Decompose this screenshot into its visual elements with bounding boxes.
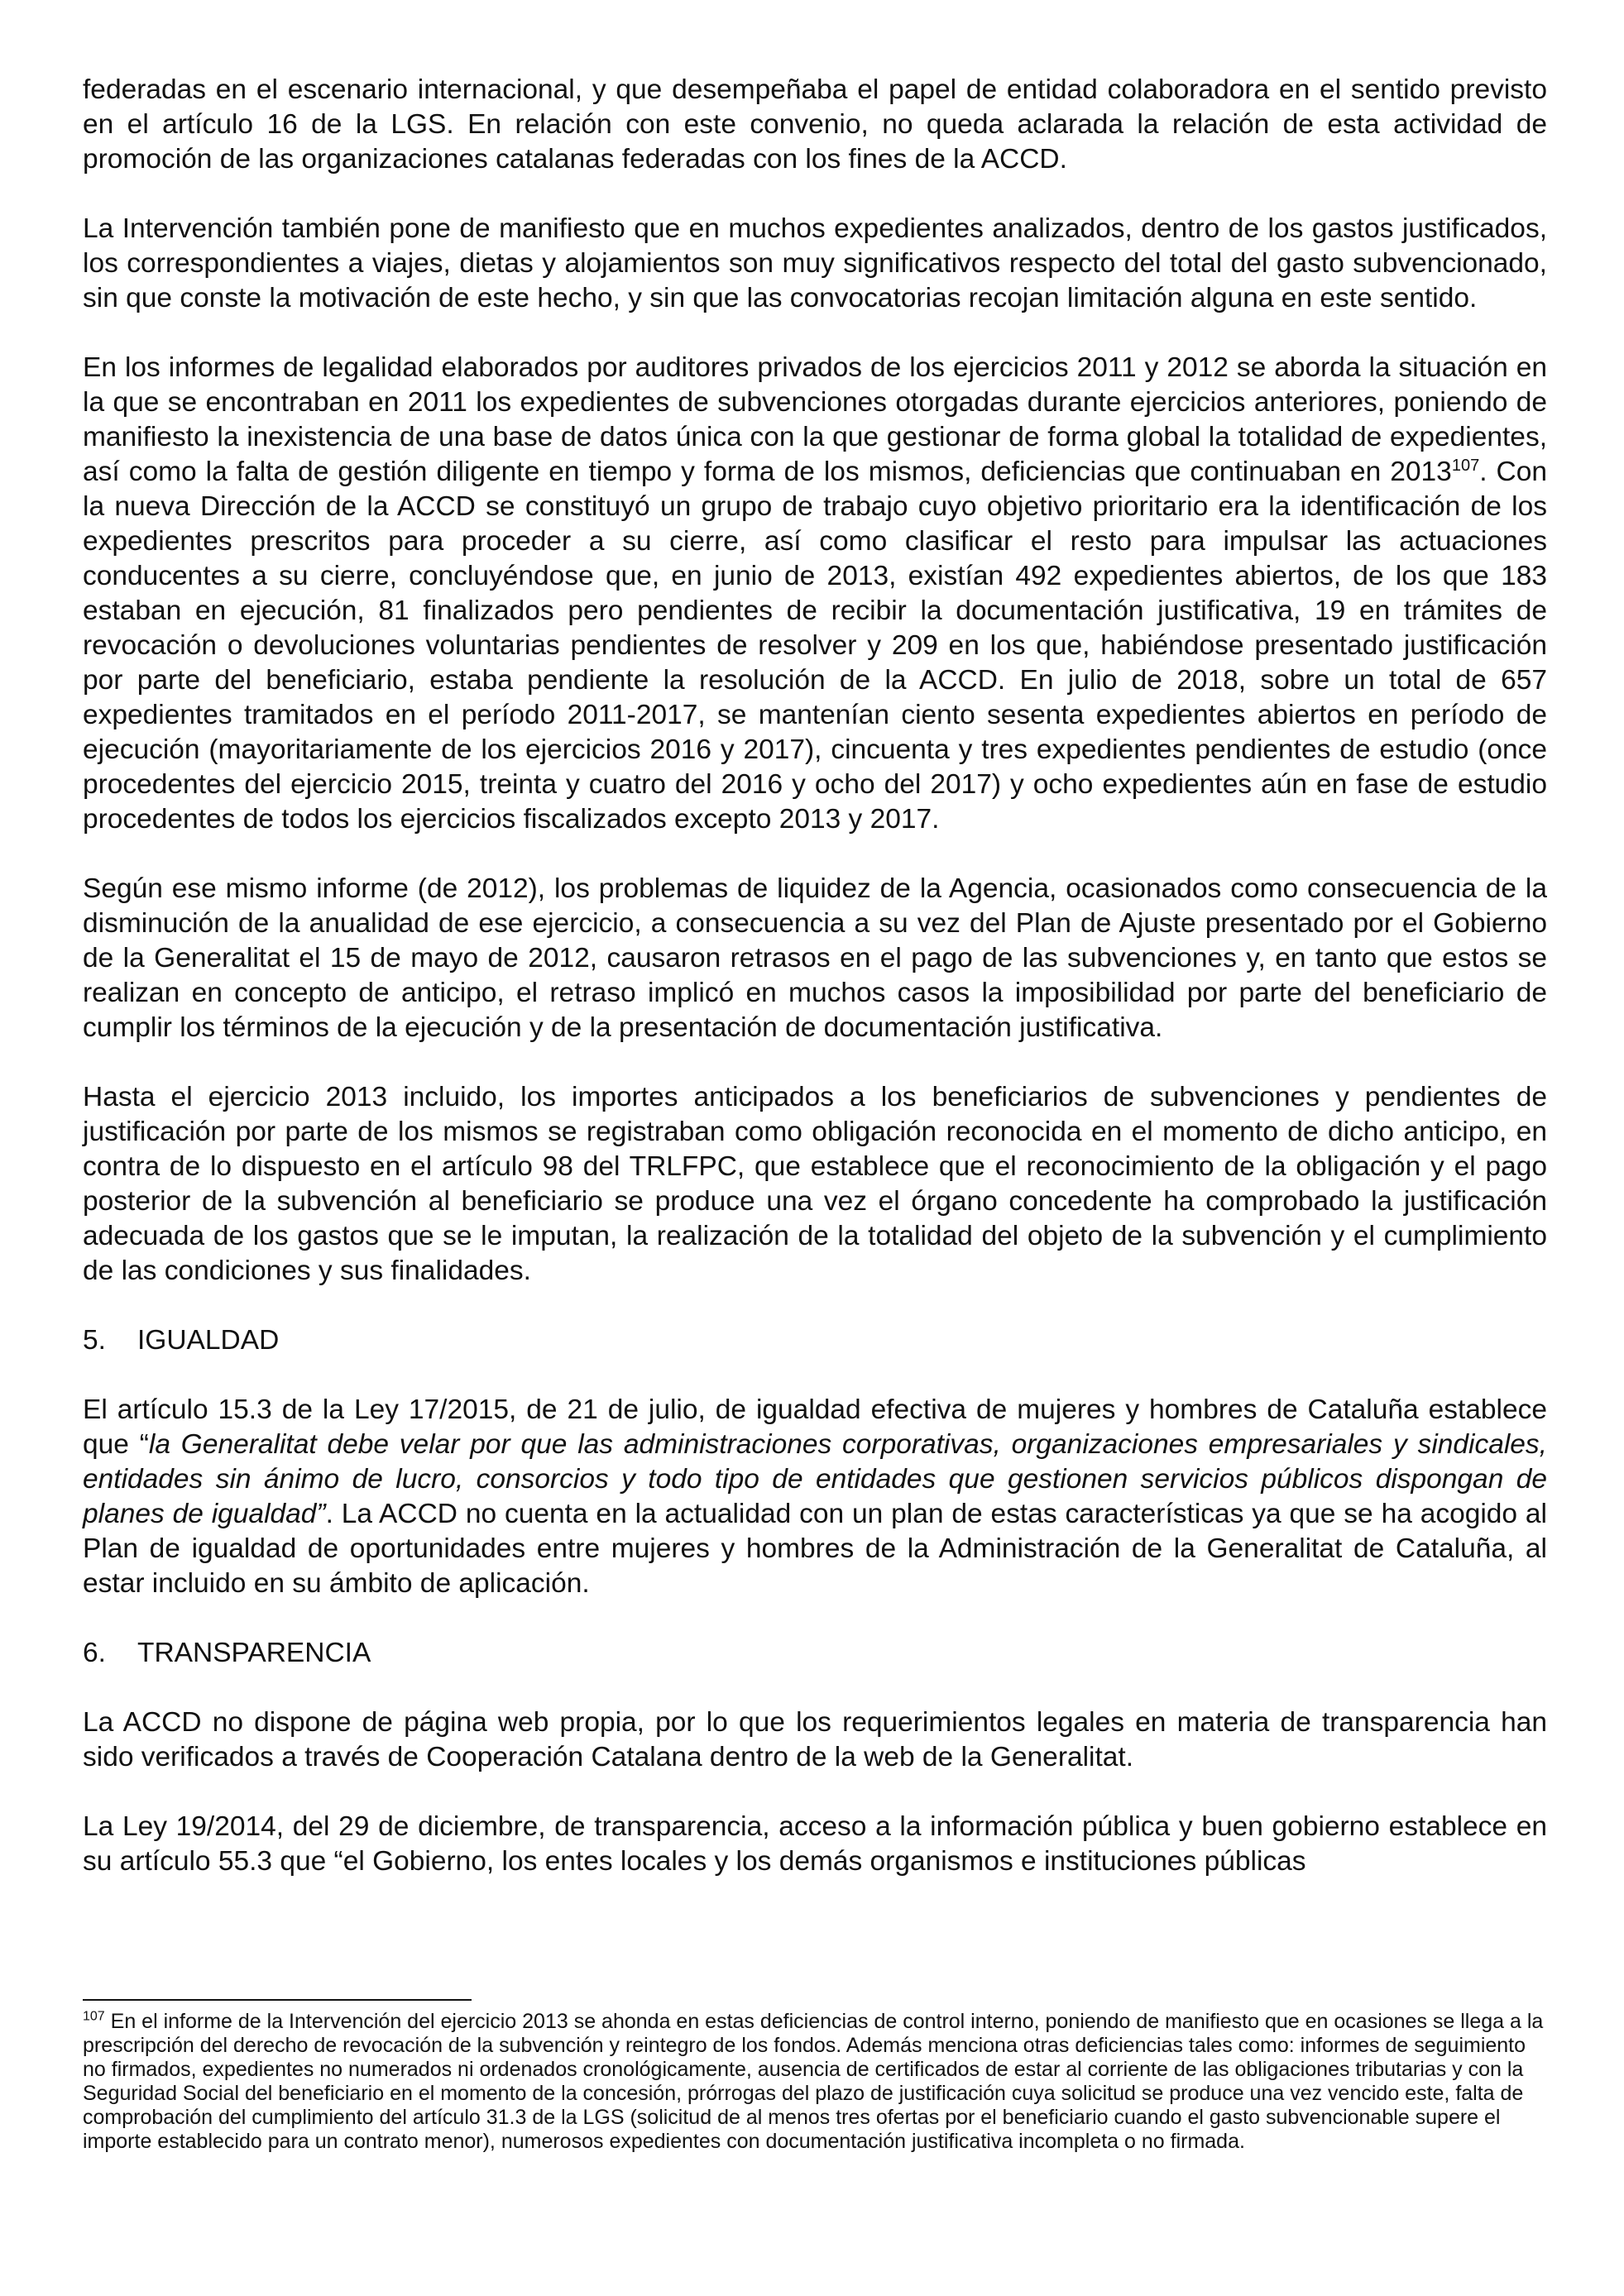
footnote-divider: [83, 1999, 472, 2001]
paragraph-3: [83, 351, 1547, 837]
paragraph-3-part-1: En los informes de legalidad elaborados por auditores privados de los ejercicios 2011 y 2012 se aborda la situación en la que se encontraban en 2011 los expedientes de subvenciones otorgadas durante ejercicios anteriores, poniendo de manifiesto la inexistencia de una base de datos única con la que gestionar de forma global la totalidad de expedientes, así como la falta de gestión diligente en tiempo y forma de los mismos, deficiencias que continuaban en 2013: [83, 352, 1547, 487]
section-5-title: IGUALDAD: [137, 1325, 280, 1356]
footnote: [83, 2010, 1547, 2154]
section-6-paragraph-1: La ACCD no dispone de página web propia, por lo que los requerimientos legales en materia de transparencia han sido verificados a través de Cooperación Catalana dentro de la web de la Generalitat.: [83, 1707, 1547, 1772]
section-5-number: 5.: [83, 1325, 106, 1356]
section-6-title: TRANSPARENCIA: [137, 1638, 371, 1668]
section-5-text-after: . La ACCD no cuenta en la actualidad con un plan de estas características ya que se ha acogido al Plan de igualdad de oportunidades entre mujeres y hombres de la Administración de la Generalitat de Cataluña, al estar incluido en su ámbito de aplicación.: [83, 1499, 1548, 1599]
section-5-text-before: El artículo 15.3 de la Ley 17/2015, de 21 de julio, de igualdad efectiva de mujeres y hombres de Cataluña establece que “: [83, 1394, 1547, 1460]
paragraph-4: Según ese mismo informe (de 2012), los problemas de liquidez de la Agencia, ocasionados como consecuencia de la disminución de la anualidad de ese ejercicio, a consecuencia a su vez del Plan de Ajuste presentado por el Gobierno de la Generalitat el 15 de mayo de 2012, causaron retrasos en el pago de las subvenciones y, en tanto que estos se realizan en concepto de anticipo, el retraso implicó en muchos casos la imposibilidad por parte del beneficiario de cumplir los términos de la ejecución y de la presentación de documentación justificativa.: [83, 873, 1547, 1043]
section-6-paragraph-2: La Ley 19/2014, del 29 de diciembre, de transparencia, acceso a la información pública y buen gobierno establece en su artículo 55.3 que “el Gobierno, los entes locales y los demás organismos e instituciones públicas: [83, 1811, 1547, 1877]
paragraph-2: La Intervención también pone de manifiesto que en muchos expedientes analizados, dentro de los gastos justificados, los correspondientes a viajes, dietas y alojamientos son muy significativos respecto del total del gasto subvencionado, sin que conste la motivación de este hecho, y sin que las convocatorias recojan limitación alguna en este sentido.: [83, 213, 1547, 313]
footnote-text-block: [83, 2010, 1547, 2154]
footnote-text: En el informe de la Intervención del ejercicio 2013 se ahonda en estas deficiencias de control interno, poniendo de manifiesto que en ocasiones se llega a la prescripción del derecho de revocación de la subvención y reintegro de los fondos. Además menciona otras deficiencias tales como: informes de seguimiento no firmados, expedientes no numerados ni ordenados cronológicamente, ausencia de certificados de estar al corriente de las obligaciones tributarias y con la Seguridad Social del beneficiario en el momento de la concesión, prórrogas del plazo de justificación cuya solicitud se produce una vez vencido este, falta de comprobación del cumplimiento del artículo 31.3 de la LGS (solicitud de al menos tres ofertas por el beneficiario cuando el gasto subvencionable supere el importe establecido para un contrato menor), numerosos expedientes con documentación justificativa incompleta o no firmada.: [83, 2010, 1544, 2153]
footnote-reference[interactable]: 107: [1451, 456, 1480, 475]
paragraph-3-part-2: . Con la nueva Dirección de la ACCD se constituyó un grupo de trabajo cuyo objetivo prioritario era la identificación de los expedientes prescritos para proceder a su cierre, así como clasificar el resto para impulsar las actuaciones conducentes a su cierre, concluyéndose que, en junio de 2013, existían 492 expedientes abiertos, de los que 183 estaban en ejecución, 81 finalizados pero pendientes de recibir la documentación justificativa, 19 en trámites de revocación o devoluciones voluntarias pendientes de resolver y 209 en los que, habiéndose presentado justificación por parte del beneficiario, estaba pendiente la resolución de la ACCD. En julio de 2018, sobre un total de 657 expedientes tramitados en el período 2011-2017, se mantenían ciento sesenta expedientes abiertos en período de ejecución (mayoritariamente de los ejercicios 2016 y 2017), cincuenta y tres expedientes pendientes de estudio (once procedentes del ejercicio 2015, treinta y cuatro del 2016 y ocho del 2017) y ocho expedientes aún en fase de estudio procedentes de todos los ejercicios fiscalizados excepto 2013 y 2017.: [83, 457, 1547, 835]
section-6-heading: [83, 1636, 1547, 1671]
paragraph-5: Hasta el ejercicio 2013 incluido, los importes anticipados a los beneficiarios de subvenciones y pendientes de justificación por parte de los mismos se registraban como obligación reconocida en el momento de dicho anticipo, en contra de lo dispuesto en el artículo 98 del TRLFPC, que establece que el reconocimiento de la obligación y el pago posterior de la subvención al beneficiario se produce una vez el órgano concedente ha comprobado la justificación adecuada de los gastos que se le imputan, la realización de la totalidad del objeto de la subvención y el cumplimiento de las condiciones y sus finalidades.: [83, 1082, 1547, 1286]
paragraph-1: federadas en el escenario internacional, y que desempeñaba el papel de entidad colaboradora en el sentido previsto en el artículo 16 de la LGS. En relación con este convenio, no queda aclarada la relación de esta actividad de promoción de las organizaciones catalanas federadas con los fines de la ACCD.: [83, 74, 1547, 175]
footnote-number: 107: [83, 2009, 105, 2024]
section-6-number: 6.: [83, 1638, 106, 1668]
page-body: [83, 73, 1547, 1879]
section-5-heading: [83, 1323, 1547, 1358]
section-5-quote: la Generalitat debe velar por que las administraciones corporativas, organizaciones empresariales y sindicales, entidades sin ánimo de lucro, consorcios y todo tipo de entidades que gestionen servicios públicos dispongan de planes de igualdad”: [83, 1429, 1547, 1529]
section-5-paragraph: [83, 1393, 1547, 1601]
